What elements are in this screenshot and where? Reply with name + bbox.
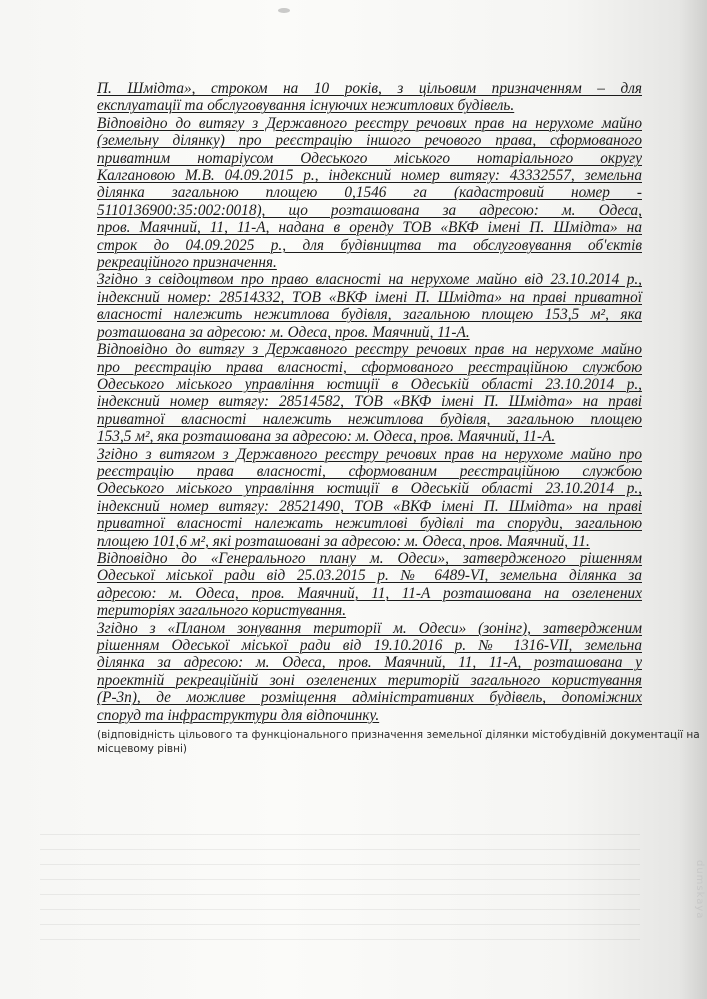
text-line: Відповідно до витягу з Державного реєстру речових прав на нерухоме майно	[97, 341, 642, 359]
text-line: реєстрацію права власності, сформованим реєстраційною службою	[97, 462, 642, 480]
text-line: (Р-3п), де можливе розміщення адміністративних будівель, допоміжних	[97, 689, 642, 707]
text-line: Одеського міського управління юстиції в Одеській області 23.10.2014 р.,	[97, 480, 642, 498]
bleed-through-text	[40, 830, 640, 940]
text-line: Калгановою М.В. 04.09.2015 р., індексний номер витягу: 43332557, земельна	[97, 167, 642, 185]
text-line: рішенням Одеської міської ради від 19.10.2016 р. № 1316-VII, земельна	[97, 637, 642, 654]
text-line: П. Шмідта», строком на 10 років, з цільовим призначенням – для	[97, 80, 642, 97]
text-line: строк до 04.09.2025 р., для будівництва та обслуговування об'єктів	[97, 236, 642, 254]
document-body	[97, 80, 700, 756]
text-line: Згідно з витягом з Державного реєстру речових прав на нерухоме майно про	[97, 445, 642, 463]
text-line: Одеської міської ради від 25.03.2015 р. № 6489-VI, земельна ділянка за	[97, 567, 642, 585]
text-line: про реєстрацію права власності, сформованого реєстраційною службою	[97, 358, 642, 376]
scan-mark	[278, 8, 290, 13]
text-line: індексний номер витягу: 28514582, ТОВ «ВКФ імені П. Шмідта» на праві	[97, 393, 642, 411]
text-line: Згідно з свідоцтвом про право власності на нерухоме майно від 23.10.2014 р.,	[97, 271, 642, 289]
text-line: (земельну ділянку) про реєстрацію іншого речового права, сформованого	[97, 132, 642, 150]
text-line: територіях загального користування.	[97, 602, 347, 620]
text-line: приватної власності належать нежитлові будівлі та споруди, загальною	[97, 515, 642, 533]
field-caption	[97, 728, 700, 756]
text-line: індексний номер: 28514332, ТОВ «ВКФ імені П. Шмідта» на праві приватної	[97, 288, 642, 306]
text-line: 5110136900:35:002:0018), що розташована за адресою: м. Одеса,	[97, 201, 642, 219]
text-line: індексний номер витягу: 28521490, ТОВ «ВКФ імені П. Шмідта» на праві	[97, 497, 642, 515]
text-line: Відповідно до витягу з Державного реєстру речових прав на нерухоме майно	[97, 114, 642, 132]
text-line: площею 101,6 м², які розташовані за адресою: м. Одеса, пров. Маячний, 11.	[97, 532, 590, 550]
text-line: приватним нотаріусом Одеського міського нотаріального округу	[97, 149, 642, 167]
watermark: dumskaya	[694, 860, 705, 920]
text-line: 153,5 м², яка розташована за адресою: м. Одеса, пров. Маячний, 11-А.	[97, 428, 556, 446]
text-line: Відповідно до «Генерального плану м. Одеси», затвердженого рішенням	[97, 549, 642, 567]
text-line: Згідно з «Планом зонування території м. Одеси» (зонінг), затвердженим	[97, 619, 642, 637]
text-line: адресою: м. Одеса, пров. Маячний, 11, 11-А розташована на озеленених	[97, 584, 642, 602]
text-line: рекреаційного призначення.	[97, 254, 277, 272]
text-line: ділянка за адресою: м. Одеса, пров. Маячний, 11, 11-А, розташована у	[97, 654, 642, 672]
field-caption-line: місцевому рівні)	[97, 743, 187, 756]
text-line: ділянка загальною площею 0,1546 га (кадастровий номер -	[97, 184, 642, 202]
text-line: Одеського міського управління юстиції в Одеській області 23.10.2014 р.,	[97, 375, 642, 393]
text-line: пров. Маячний, 11, 11-А, надана в оренду ТОВ «ВКФ імені П. Шмідта» на	[97, 219, 642, 237]
text-line: приватної власності належить нежитлова будівля, загальною площею	[97, 410, 642, 428]
text-line: власності належить нежитлова будівля, загальною площею 153,5 м², яка	[97, 306, 642, 324]
text-line: проектній рекреаційній зоні озеленених територій загального користування	[97, 671, 642, 689]
text-line: споруд та інфраструктури для відпочинку.	[97, 706, 380, 724]
text-line: розташована за адресою: м. Одеса, пров. Маячний, 11-А.	[97, 323, 470, 341]
field-caption-line: (відповідність цільового та функціонального призначення земельної ділянки містобудівній документації на	[97, 729, 700, 742]
text-line: експлуатації та обслуговування існуючих нежитлових будівель.	[97, 97, 515, 115]
